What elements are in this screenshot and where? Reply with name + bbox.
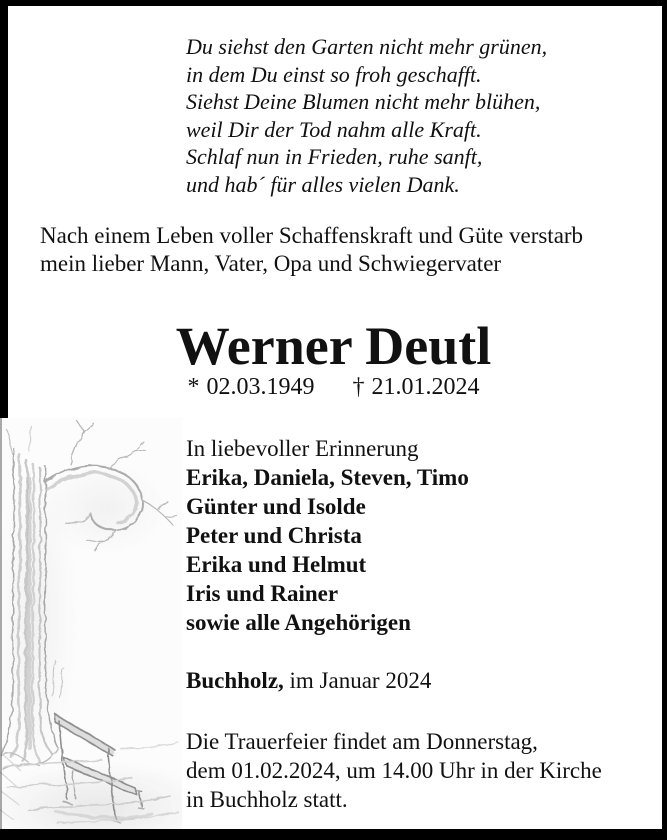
frame-top — [0, 0, 667, 6]
memorial-section — [186, 434, 469, 637]
funeral-line: dem 01.02.2024, um 14.00 Uhr in der Kirche — [186, 758, 602, 783]
place-and-date — [186, 666, 431, 695]
death-cross-symbol: † — [352, 374, 365, 400]
birth-date-group — [188, 372, 315, 402]
mourner-name: Erika und Helmut — [186, 552, 367, 577]
life-dates — [0, 372, 667, 402]
frame-right — [662, 0, 667, 840]
intro-text — [40, 222, 583, 278]
death-date-group — [353, 372, 480, 402]
mourner-name: Erika, Daniela, Steven, Timo — [186, 465, 469, 490]
poem-line: Du siehst den Garten nicht mehr grünen, — [186, 34, 548, 59]
funeral-line: Die Trauerfeier findet am Donnerstag, — [186, 729, 538, 754]
poem-line: Siehst Deine Blumen nicht mehr blühen, — [186, 89, 541, 114]
intro-line: Nach einem Leben voller Schaffenskraft und Güte verstarb — [40, 223, 584, 248]
mourner-name: Iris und Rainer — [186, 581, 339, 606]
frame-bottom — [0, 829, 667, 840]
birth-date: 02.03.1949 — [206, 374, 315, 400]
deceased-name: Werner Deutl — [175, 316, 492, 376]
mourner-name: Peter und Christa — [186, 523, 362, 548]
funeral-info — [186, 727, 602, 814]
intro-line: mein lieber Mann, Vater, Opa und Schwiegervater — [40, 251, 502, 276]
poem-line: Schlaf nun in Frieden, ruhe sanft, — [186, 144, 483, 169]
city-label: Buchholz, — [186, 668, 284, 693]
date-label: im Januar 2024 — [283, 668, 432, 693]
illustration-left-edge — [0, 418, 2, 830]
poem-line: weil Dir der Tod nahm alle Kraft. — [186, 116, 482, 142]
memorial-poem — [186, 33, 547, 198]
memorial-heading: In liebevoller Erinnerung — [186, 436, 419, 461]
tree-bench-illustration — [0, 418, 182, 830]
mourner-name: sowie alle Angehörigen — [186, 610, 411, 635]
poem-line: und hab´ für alles vielen Dank. — [186, 171, 460, 197]
tree-bench-sketch-svg — [0, 418, 182, 830]
birth-star-symbol: * — [187, 374, 200, 400]
mourner-name: Günter und Isolde — [186, 494, 366, 519]
funeral-line: in Buchholz statt. — [186, 787, 348, 812]
death-date: 21.01.2024 — [371, 374, 480, 400]
frame-left — [0, 0, 8, 418]
poem-line: in dem Du einst so froh geschafft. — [186, 61, 482, 87]
